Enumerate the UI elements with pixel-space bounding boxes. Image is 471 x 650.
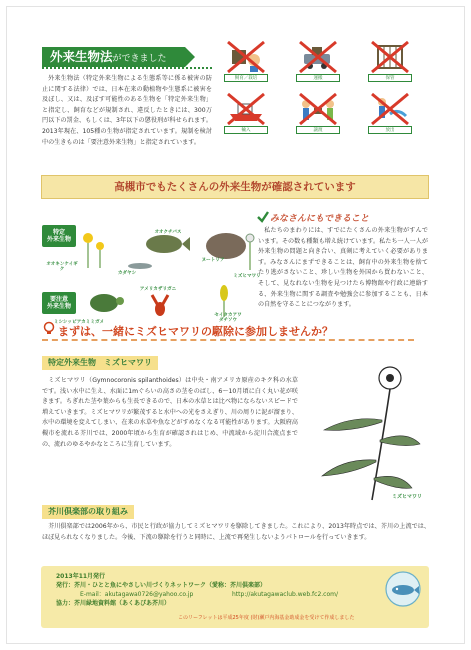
prohibition-label: 飼育／栽培 [224, 74, 268, 82]
species-name: オオクチバス [154, 230, 182, 235]
species-name: ミシシッピアカミミガメ [53, 320, 105, 325]
lightbulb-icon [42, 321, 56, 335]
label-line: 要注意 [49, 296, 68, 303]
footer-url[interactable]: http://akutagawaclub.web.fc2.com/ [232, 591, 339, 598]
check-icon [257, 211, 269, 223]
species-illustrations-tokutei [78, 218, 258, 278]
minasan-title: みなさんにもできること [270, 214, 370, 224]
callout-text: まずは、一緒にミズヒマワリの駆除に参加しませんか？ [58, 325, 333, 338]
release-icon [366, 90, 414, 126]
section-title-main: 外来生物法 [50, 49, 113, 64]
crayfish-icon [152, 295, 168, 316]
turtle-icon [90, 294, 124, 312]
prohibition-import [222, 90, 270, 134]
law-paragraph: 外来生物法（特定外来生物による生態系等に係る被害の防止に関する法律）では、日本在来の動植物や生態系に被害を及ぼし、又は、及ぼす可能性のある生物を「特定外来生物」と指定し、飼育などが規制され、違反したときには、300万円以下の罰金、もしくは、3年以下の懲役刑が科せられます。2013年現在、105種の生物が指定されています。規制を検討中の生きものは「要注意外来生物」と指定されています。 [42, 75, 212, 146]
species-name: オオキンケイギク [46, 262, 78, 272]
ship-icon [222, 90, 270, 126]
animal-cage-icon [222, 38, 270, 74]
flower-icon [83, 233, 104, 268]
mizuhimawari-header: 特定外来生物 ミズヒマワリ [42, 356, 158, 370]
label-tokutei [42, 225, 76, 247]
label-line: 特定 [52, 229, 65, 236]
label-line: 外来生物 [46, 303, 71, 310]
footer-cooperation: 協力：芥川緑地資料館（あくあぴあ芥川） [56, 600, 171, 607]
mizuhimawari-paragraph: ミズヒマワリ（Gymnocoronis spilanthoides）は中央・南アメリカ原産のキク科の水草です。浅い水中に生え、水面に1mぐらいの高さの茎をのばし、6〜10月頃に白く丸い花が咲きます。ちぎれた茎や葉からも生長できるので、日本の水草とは比べ物にならないスピードで増えていきます。ミズヒマワリが繁茂すると水中への光をさえぎり、川の周りに泥が溜まり、水中の環境を変えてしまい、在来の水草や魚などがすめなくなる可能性があります。大阪府高槻市を流れる芥川では、2000年頃から生育が確認されはじめ、中流域から淀川合流点までの、流れのゆるやかなところに生育しています。 [42, 377, 298, 448]
mizuhimawari-illustration [312, 360, 422, 505]
footer-publisher: 発行：芥川・ひとと魚にやさしい川づくりネットワーク（愛称：芥川倶楽部） [56, 582, 267, 589]
dashed-divider [42, 339, 414, 341]
label-line: 外来生物 [46, 236, 71, 243]
footer-note: このリーフレットは平成25年度 (財)瀬戸内海基金助成金を受けて作成しました [178, 615, 355, 621]
minasan-paragraph: 私たちのまわりには、すでにたくさんの外来生物がすんでいます。その数も種類も増え続けています。私たち一人一人が外来生物の問題と向き合い、真剣に考えていく必要があります。みなさんにまずできることは、飼育中の外来生物を捨てたり逃がさないこと、珍しい生物を外国から買わないこと、そして、見なれない生物を見つけたら博物館や行政に連絡する、外来生物に関する調査や勉強会に参加することも、日本の自然を守ることにつながります。 [258, 227, 428, 309]
section-title-small: ができました [112, 54, 167, 64]
bass-icon [146, 235, 190, 253]
footer-date: 2013年11月発行 [56, 573, 106, 580]
prohibition-release [366, 90, 414, 134]
prohibition-grid [222, 38, 414, 138]
mizuhimawari-small-icon [240, 232, 260, 272]
handover-icon [294, 90, 342, 126]
club-header: 芥川倶楽部の取り組み [42, 505, 134, 519]
prohibition-raise [222, 38, 270, 82]
prohibition-label: 運搬 [296, 74, 340, 82]
species-name: ミズヒマワリ [233, 274, 261, 279]
prohibition-label: 譲渡 [296, 126, 340, 134]
prohibition-store [366, 38, 414, 82]
prohibition-transport [294, 38, 342, 82]
label-youchui [42, 292, 76, 314]
prohibition-transfer [294, 90, 342, 134]
cage-icon [366, 38, 414, 74]
banner-heading: 高槻市でもたくさんの外来生物が確認されています [41, 175, 429, 199]
species-name: セイタカアワダチソウ [214, 313, 242, 323]
prohibition-label: 輸入 [224, 126, 268, 134]
section-title-law [42, 47, 185, 67]
club-paragraph: 芥川倶楽部では2006年から、市民と行政が協力してミズヒマワリを駆除してきました。これにより、2013年時点では、芥川の上流では、ほぼ見られなくなりました。今後、下流の駆除を行うと同時に、上流で再発生しないようパトロールを行っていきます。 [42, 523, 430, 541]
club-logo-icon [385, 571, 421, 607]
divider [42, 67, 212, 69]
illustration-caption: ミズヒマワリ [392, 494, 423, 500]
mosquitofish-icon [128, 263, 152, 269]
car-icon [294, 38, 342, 74]
prohibition-label: 放出 [368, 126, 412, 134]
prohibition-label: 保管 [368, 74, 412, 82]
species-name: ヌートリア [201, 258, 225, 263]
species-name: アメリカザリガニ [139, 287, 177, 292]
footer-email: E-mail：akutagawa0726@yahoo.co.jp [80, 591, 194, 598]
species-name: カダヤシ [117, 271, 137, 276]
